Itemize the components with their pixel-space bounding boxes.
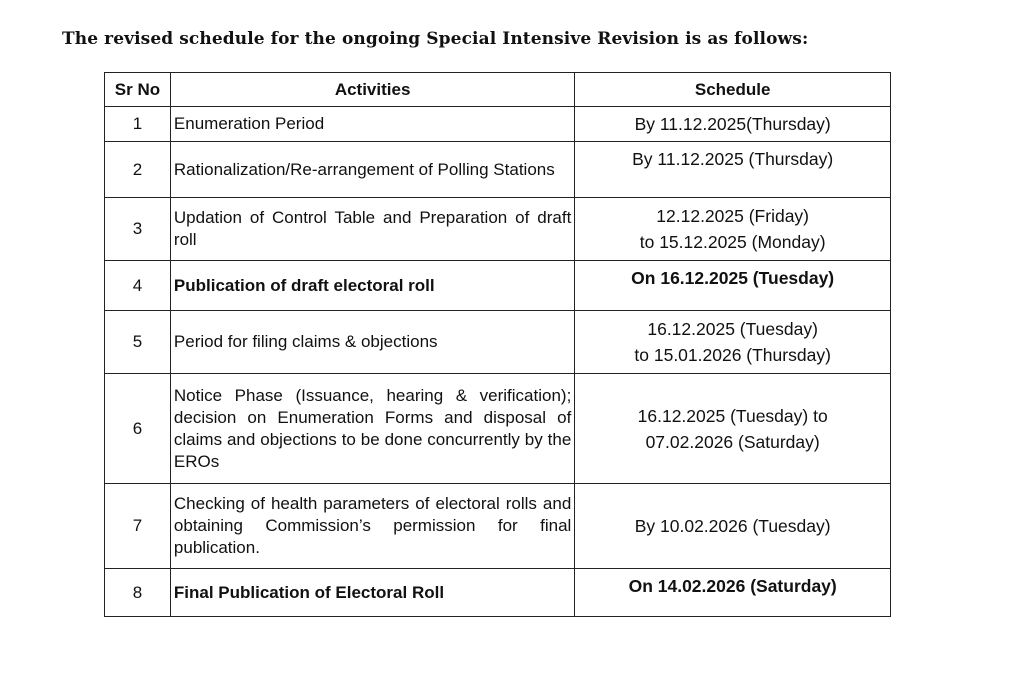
- schedule-line: to 15.12.2025 (Monday): [639, 232, 826, 252]
- row-schedule: [575, 374, 891, 484]
- row-activity: Publication of draft electoral roll: [170, 261, 574, 311]
- row-schedule: [575, 261, 891, 311]
- table-row: [105, 569, 891, 617]
- row-sr-no: 8: [105, 569, 171, 617]
- table-row: [105, 198, 891, 261]
- schedule-line: On 16.12.2025 (Tuesday): [631, 268, 835, 288]
- row-activity: Updation of Control Table and Preparation of draft roll: [170, 198, 574, 261]
- row-sr-no: 7: [105, 484, 171, 569]
- schedule-line: 16.12.2025 (Tuesday): [647, 319, 818, 339]
- row-sr-no: 6: [105, 374, 171, 484]
- schedule-table: [104, 72, 891, 617]
- row-schedule: [575, 311, 891, 374]
- schedule-line: 12.12.2025 (Friday): [656, 206, 810, 226]
- table-row: [105, 484, 891, 569]
- row-schedule: [575, 484, 891, 569]
- schedule-line: 07.02.2026 (Saturday): [645, 431, 820, 452]
- page-heading: The revised schedule for the ongoing Special Intensive Revision is as follows:: [62, 29, 809, 49]
- row-schedule: [575, 198, 891, 261]
- row-activity: Final Publication of Electoral Roll: [170, 569, 574, 617]
- table-row: [105, 261, 891, 311]
- row-activity: Enumeration Period: [170, 107, 574, 142]
- row-sr-no: 2: [105, 142, 171, 198]
- schedule-line: to 15.01.2026 (Thursday): [634, 345, 831, 365]
- schedule-line: On 14.02.2026 (Saturday): [628, 576, 837, 596]
- header-sr-no: Sr No: [105, 73, 171, 107]
- row-schedule: [575, 569, 891, 617]
- row-sr-no: 1: [105, 107, 171, 142]
- schedule-line: 16.12.2025 (Tuesday) to: [637, 405, 828, 426]
- row-activity: Period for filing claims & objections: [170, 311, 574, 374]
- table-header-row: [105, 73, 891, 107]
- row-sr-no: 5: [105, 311, 171, 374]
- row-activity: Notice Phase (Issuance, hearing & verification); decision on Enumeration Forms and disposal of claims and objections to be done concurrently by the EROs: [170, 374, 574, 484]
- table-row: [105, 311, 891, 374]
- schedule-line: By 10.02.2026 (Tuesday): [634, 516, 831, 536]
- header-schedule: Schedule: [575, 73, 891, 107]
- schedule-line: By 11.12.2025 (Thursday): [632, 149, 834, 169]
- row-schedule: [575, 107, 891, 142]
- schedule-line: By 11.12.2025(Thursday): [634, 114, 831, 134]
- row-schedule: [575, 142, 891, 198]
- row-sr-no: 3: [105, 198, 171, 261]
- row-sr-no: 4: [105, 261, 171, 311]
- header-activities: Activities: [170, 73, 574, 107]
- row-activity: Rationalization/Re-arrangement of Polling Stations: [170, 142, 574, 198]
- table-row: [105, 374, 891, 484]
- table-row: [105, 107, 891, 142]
- row-activity: Checking of health parameters of electoral rolls and obtaining Commission’s permission for final publication.: [170, 484, 574, 569]
- table-row: [105, 142, 891, 198]
